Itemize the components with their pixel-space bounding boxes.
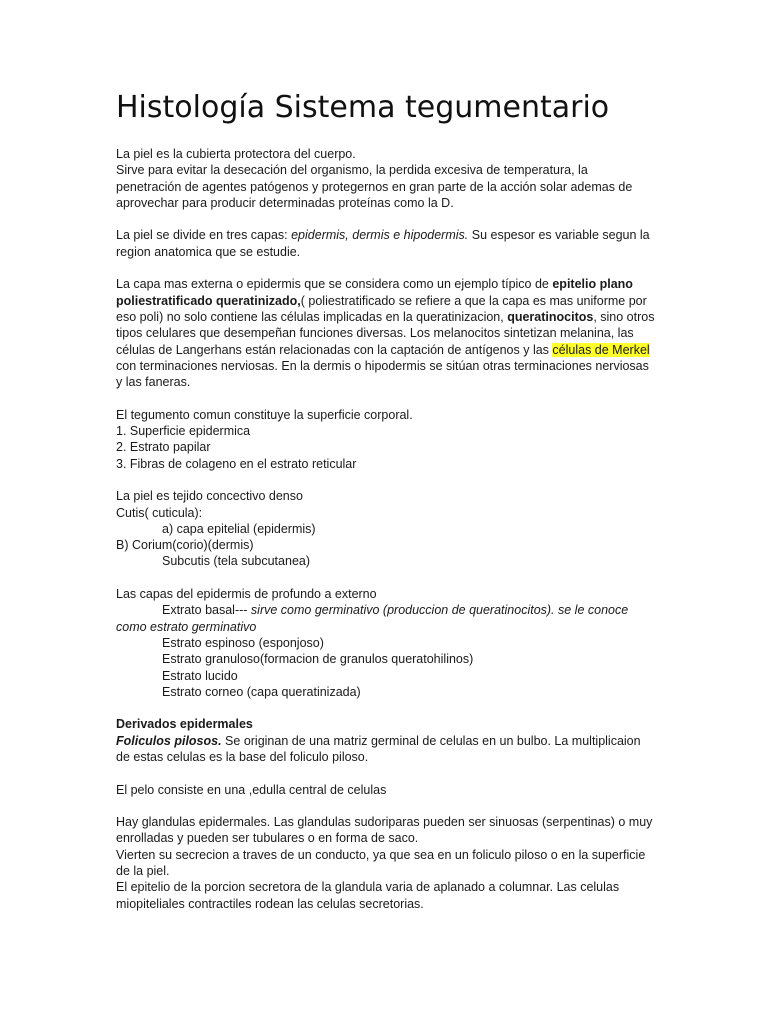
list-item: Estrato corneo (capa queratinizada) <box>162 684 361 699</box>
paragraph-intro <box>116 146 656 211</box>
text-line <box>116 619 656 635</box>
list-item: a) capa epitelial (epidermis) <box>162 521 316 536</box>
document-title: Histología Sistema tegumentario <box>116 90 610 125</box>
text-run: Extrato basal--- <box>162 603 251 618</box>
paragraph-glandulas <box>116 814 656 912</box>
list-item: Estrato lucido <box>162 668 238 683</box>
text-line: Sirve para evitar la desecación del organismo, la perdida excesiva de temperatura, la penetración de agentes patógenos y protegernos en gran parte de la acción solar ademas de aprovechar para producir determinadas proteínas como la D. <box>116 163 633 210</box>
paragraph-tejido <box>116 488 656 569</box>
text-line: La piel es tejido concectivo denso <box>116 489 303 504</box>
text-run: La capa mas externa o epidermis que se considera como un ejemplo típico de <box>116 277 553 292</box>
paragraph-tegumento <box>116 407 656 472</box>
text-run: Su espesor es variable segun la region anatomica que se estudie. <box>116 228 650 259</box>
text-line: La piel es la cubierta protectora del cuerpo. <box>116 147 356 161</box>
section-heading <box>116 716 656 732</box>
bold-run: epitelio plano poliestratificado queratinizado, <box>116 277 633 308</box>
bold-run: Derivados epidermales <box>116 717 253 732</box>
text-line: El tegumento comun constituye la superficie corporal. <box>116 407 413 422</box>
list-item: 2. Estrato papilar <box>116 440 211 455</box>
text-run: La piel se divide en tres capas: <box>116 228 292 243</box>
list-item <box>116 602 656 618</box>
text-line: Vierten su secrecion a traves de un conducto, ya que sea en un foliculo piloso o en la superficie de la piel. <box>116 847 646 879</box>
italic-run: como estrato germinativo <box>116 619 257 634</box>
italic-run: epidermis, dermis e hipodermis. <box>291 228 469 243</box>
text-run: con terminaciones nerviosas. En la dermis o hipodermis se sitúan otras terminaciones nerviosas y las faneras. <box>116 358 649 390</box>
text-line: El epitelio de la porcion secretora de la glandula varia de aplanado a columnar. Las celulas miopiteliales contractiles rodean las celulas secretorias. <box>116 880 620 911</box>
text-line <box>116 733 656 766</box>
text-line: Cutis( cuticula): <box>116 505 203 520</box>
paragraph-epidermis <box>116 276 656 390</box>
paragraph-capas <box>116 586 656 700</box>
italic-run: sirve como germinativo (produccion de queratinocitos). se le conoce <box>250 603 629 618</box>
list-item: 1. Superficie epidermica <box>116 424 251 439</box>
text-line: B) Corium(corio)(dermis) <box>116 538 254 553</box>
paragraph-derivados <box>116 716 656 765</box>
document-page <box>116 86 656 912</box>
list-item: Subcutis (tela subcutanea) <box>162 554 311 569</box>
list-item: Estrato espinoso (esponjoso) <box>162 635 324 650</box>
text-line: Hay glandulas epidermales. Las glandulas sudoriparas pueden ser sinuosas (serpentinas) o muy enrolladas y pueden ser tubulares o en forma de saco. <box>116 815 653 846</box>
list-item: 3. Fibras de colageno en el estrato reticular <box>116 456 357 471</box>
bold-italic-run: Foliculos pilosos. <box>116 733 222 748</box>
paragraph-layers <box>116 227 656 260</box>
bold-run: queratinocitos <box>507 309 594 324</box>
paragraph-pelo: El pelo consiste en una ,edulla central de celulas <box>116 782 387 797</box>
text-run: Se originan de una matriz germinal de celulas en un bulbo. La multiplicaion de estas celulas es la base del foliculo piloso. <box>116 733 641 764</box>
text-run: ( poliestratificado se refiere a que la capa es mas uniforme por eso poli) no solo contiene las células implicadas en la queratinizacion, <box>116 293 647 324</box>
highlighted-text: células de Merkel <box>552 342 650 357</box>
text-run: , sino otros tipos celulares que desempeñan funciones diversas. Los melanocitos sintetizan melanina, las células de Langerhans están relacionadas con la captación de antígenos y las <box>116 309 655 357</box>
list-item: Estrato granuloso(formacion de granulos queratohilinos) <box>162 652 474 667</box>
text-line: Las capas del epidermis de profundo a externo <box>116 587 377 602</box>
